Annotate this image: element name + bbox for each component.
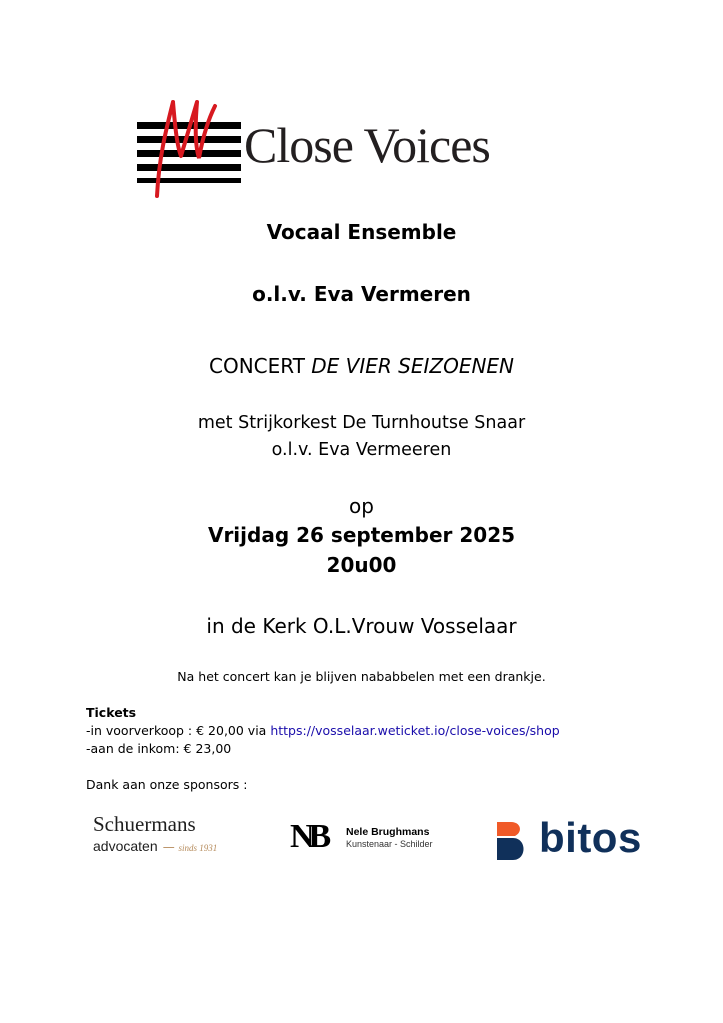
concert-name: DE VIER SEIZOENEN bbox=[311, 354, 515, 378]
schuermans-since: sinds 1931 bbox=[178, 843, 218, 853]
sponsor-schuermans-logo bbox=[93, 812, 217, 855]
orchestra-line-2: o.l.v. Eva Vermeeren bbox=[271, 440, 452, 460]
date-op: op bbox=[349, 494, 374, 518]
ensemble-title: Vocaal Ensemble bbox=[266, 220, 457, 244]
bitos-wordmark: bitos bbox=[539, 814, 642, 861]
schuermans-name: Schuermans bbox=[93, 812, 196, 836]
venue: in de Kerk O.L.Vrouw Vosselaar bbox=[206, 614, 517, 638]
schuermans-dash: — bbox=[162, 840, 179, 854]
presale-link[interactable]: https://vosselaar.weticket.io/close-voices/shop bbox=[270, 723, 560, 738]
concert-title bbox=[0, 354, 723, 378]
concert-date: Vrijdag 26 september 2025 bbox=[207, 523, 516, 547]
tickets-presale bbox=[86, 722, 560, 740]
sponsors-heading: Dank aan onze sponsors : bbox=[86, 777, 248, 792]
after-concert-note: Na het concert kan je blijven nababbelen met een drankje. bbox=[177, 669, 546, 684]
schuermans-sub: advocaten bbox=[93, 838, 158, 854]
orchestra-line-1: met Strijkorkest De Turnhoutse Snaar bbox=[197, 413, 526, 433]
close-voices-logo-mark bbox=[137, 96, 241, 200]
tickets-heading: Tickets bbox=[86, 705, 137, 720]
close-voices-logo-text: Close Voices bbox=[244, 117, 490, 173]
concert-prefix: CONCERT bbox=[208, 354, 312, 378]
nele-initials: NB bbox=[290, 818, 326, 855]
concert-time: 20u00 bbox=[326, 553, 397, 577]
nele-name: Nele Brughmans bbox=[346, 826, 430, 838]
nele-role: Kunstenaar - Schilder bbox=[346, 839, 433, 849]
conductor-line: o.l.v. Eva Vermeren bbox=[252, 282, 471, 306]
bitos-mark-icon bbox=[493, 822, 533, 860]
tickets-door: -aan de inkom: € 23,00 bbox=[86, 741, 232, 756]
presale-text: -in voorverkoop : € 20,00 via bbox=[86, 723, 271, 738]
